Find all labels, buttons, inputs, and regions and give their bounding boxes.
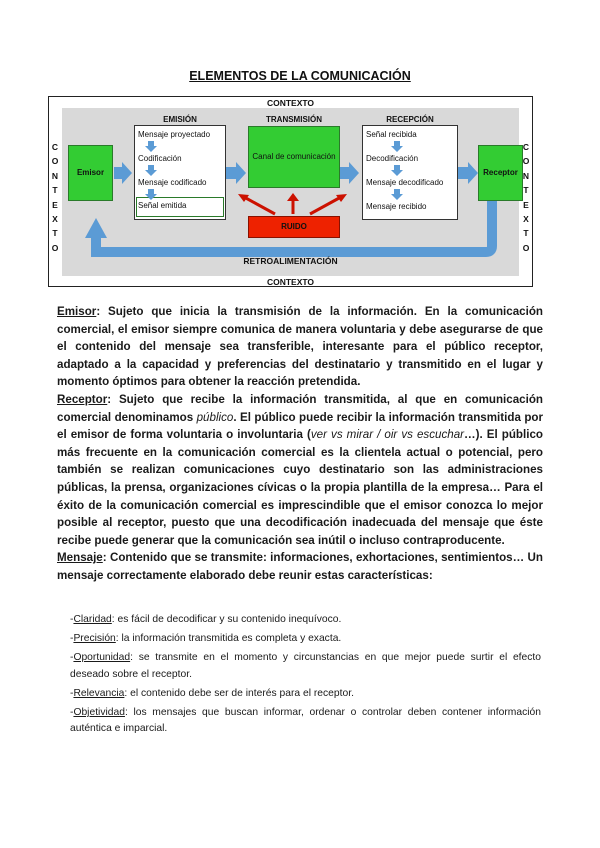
context-left-label: C O N T E X T O <box>51 142 59 253</box>
ruido-box <box>248 216 340 238</box>
receptor-box <box>478 145 523 201</box>
emisor-label: Emisor <box>76 168 105 177</box>
emision-step: Mensaje codificado <box>138 178 207 187</box>
receptor-italic-publico: público <box>196 410 234 424</box>
characteristic-term: Claridad <box>73 614 112 625</box>
characteristic-text: : los mensajes que buscan informar, ordenar o controlar deben contener información auténtica e imparcial. <box>70 706 541 735</box>
recepcion-step: Decodificación <box>366 154 419 163</box>
list-item: -Objetividad: los mensajes que buscan informar, ordenar o controlar deben contener información auténtica e imparcial. <box>70 706 541 735</box>
page-title: ELEMENTOS DE LA COMUNICACIÓN <box>189 69 411 83</box>
characteristic-term: Precisión <box>73 633 116 645</box>
receptor-definition-2: . El público puede recibir la información transmitida por el emisor de forma voluntaria o involuntaria ( <box>57 410 544 442</box>
emisor-paragraph <box>57 303 543 391</box>
emision-header: EMISIÓN <box>163 115 197 124</box>
receptor-paragraph <box>57 391 543 549</box>
retroalimentacion-label: RETROALIMENTACIÓN <box>243 256 338 266</box>
canal-label: Canal de comunicación <box>252 152 336 161</box>
body-text <box>57 303 543 585</box>
emisor-box <box>68 145 113 201</box>
mensaje-term: Mensaje <box>57 551 103 565</box>
emision-step: Codificación <box>138 154 182 163</box>
receptor-term: Receptor <box>57 392 108 406</box>
characteristic-term: Objetividad <box>73 706 125 718</box>
context-top-label: CONTEXTO <box>266 98 315 108</box>
recepcion-down-arrows <box>391 141 403 201</box>
recepcion-step: Mensaje decodificado <box>366 178 444 187</box>
characteristics-list <box>70 612 541 740</box>
transmision-header: TRANSMISIÓN <box>266 115 322 124</box>
mensaje-paragraph <box>57 549 543 584</box>
mensaje-definition: : Contenido que se transmite: informaciones, exhortaciones, sentimientos… Un mensaje correctamente elaborado debe reunir estas características: <box>57 551 543 582</box>
emision-step: Mensaje proyectado <box>138 130 211 139</box>
emisor-term: Emisor <box>57 305 97 318</box>
emision-step: Señal emitida <box>138 201 187 210</box>
characteristic-term: Oportunidad <box>73 652 131 664</box>
list-item: -Oportunidad: se transmite en el momento y circunstancias en que mejor puede surtir el efecto deseado sobre el receptor. <box>70 652 541 680</box>
emision-down-arrows <box>145 141 157 201</box>
receptor-label: Receptor <box>483 168 518 177</box>
receptor-definition-3: …). El público más frecuente en la comunicación comercial es la clientela actual o potencial, pero también se realizan comunicaciones cuyo destinatario son las administraciones públicas, la prensa, organizaciones cívicas o la propia plantilla de la empresa… Para el éxito de la comunicación comercial es imprescindible que el emisor conozca lo mejor posible al receptor, puesto que una decodificación inadecuada del mensaje que éste recibe puede generar que la comunicación sea inútil o incluso contraproducente. <box>57 428 543 547</box>
recepcion-box <box>362 125 458 220</box>
emision-box <box>134 125 226 220</box>
characteristic-text: : es fácil de decodificar y su contenido inequívoco. <box>111 614 342 625</box>
list-item: -Relevancia: el contenido debe ser de interés para el receptor. <box>70 687 354 699</box>
canal-box <box>248 126 340 188</box>
list-item: -Claridad: es fácil de decodificar y su contenido inequívoco. <box>70 614 342 625</box>
ruido-label: RUIDO <box>281 222 307 231</box>
characteristic-text: : la información transmitida es completa y exacta. <box>115 633 342 645</box>
context-right-label: C O N T E X T O <box>522 142 530 253</box>
emisor-definition: : Sujeto que inicia la transmisión de la información. En la comunicación comercial, el emisor siempre comunica de manera voluntaria y debe asegurarse de que el contenido del mensaje sea transferible, interesante para el público receptor, adaptado a la capacidad y preferencias del destinatario y transmitido en el lugar y momento óptimos para obtener la reacción pretendida. <box>57 305 543 389</box>
recepcion-header: RECEPCIÓN <box>386 115 434 124</box>
recepcion-step: Mensaje recibido <box>366 202 427 211</box>
receptor-definition-1: : Sujeto que recibe la información transmitida, al que en comunicación comercial denominamos <box>57 392 543 424</box>
communication-diagram <box>48 96 533 287</box>
characteristic-text: : se transmite en el momento y circunstancias en que mejor puede surtir el efecto deseado sobre el receptor. <box>70 652 541 680</box>
characteristic-text: : el contenido debe ser de interés para el receptor. <box>124 687 354 699</box>
recepcion-step: Señal recibida <box>366 130 417 139</box>
context-bottom-label: CONTEXTO <box>266 277 315 287</box>
receptor-italic-examples: ver vs mirar / oir vs escuchar <box>310 428 465 442</box>
list-item: -Precisión: la información transmitida es completa y exacta. <box>70 633 342 645</box>
characteristic-term: Relevancia <box>73 687 125 699</box>
